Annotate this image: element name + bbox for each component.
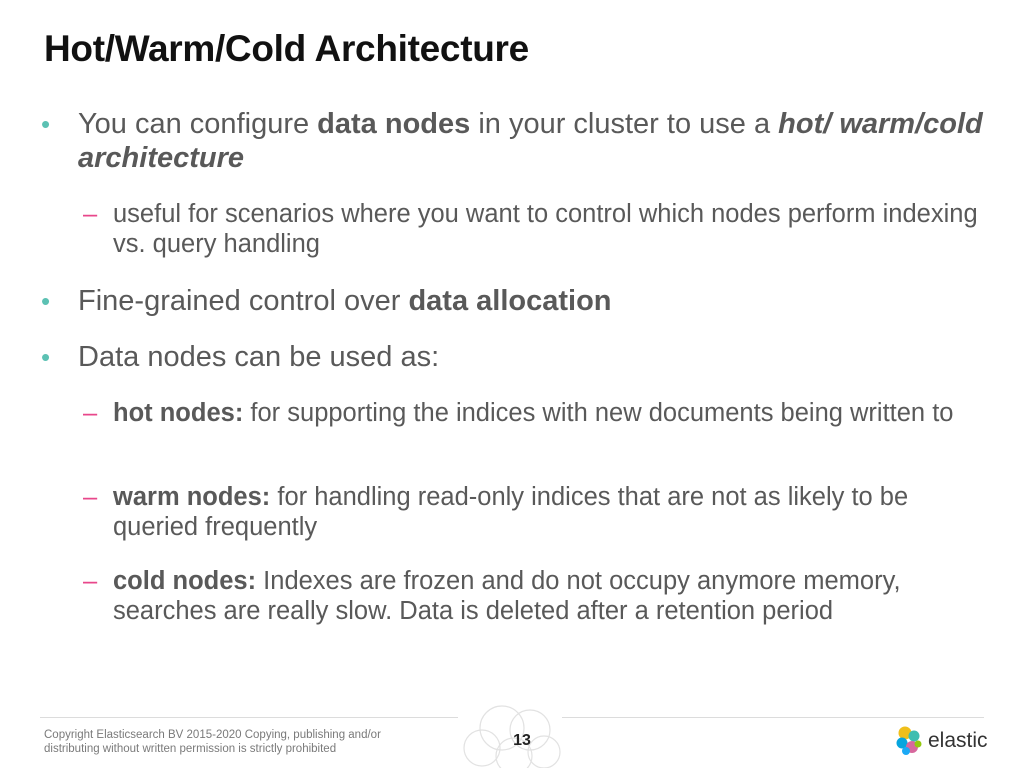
sub-bullet-text: warm nodes: for handling read-only indices that are not as likely to be queried frequently [113,483,909,541]
elastic-logo-text: elastic [928,729,988,752]
bullet-text: You can configure data nodes in your cluster to use a hot/ warm/cold architecture [78,108,983,174]
dash-icon: – [83,399,98,427]
elastic-logo-icon [893,724,925,756]
bullet-dot-icon: • [41,342,51,372]
sub-bullet-text: hot nodes: for supporting the indices with new documents being written to [113,399,954,427]
sub-bullet-text: cold nodes: Indexes are frozen and do not occupy anymore memory, searches are really slow. Data is deleted after a retention period [113,567,901,625]
sub-bullet-item [83,199,993,259]
copyright-notice: Copyright Elasticsearch BV 2015-2020 Copying, publishing and/or distributing without written permission is strictly prohibited [44,729,381,755]
sub-bullet-item [83,566,933,626]
bullet-item [41,340,988,374]
bullet-item [41,284,988,318]
footer-divider-right [562,717,984,718]
page-number: 13 [513,732,531,749]
bullet-text: Fine-grained control over data allocation [78,285,612,317]
bullet-dot-icon: • [41,286,51,316]
bullet-dot-icon: • [41,109,51,139]
sub-bullet-text: useful for scenarios where you want to control which nodes perform indexing vs. query handling [113,200,978,258]
sub-bullet-item [83,482,993,542]
bullet-item [41,107,988,175]
dash-icon: – [83,567,98,595]
sub-bullet-item [83,398,993,428]
dash-icon: – [83,200,98,228]
bullet-text: Data nodes can be used as: [78,341,440,373]
dash-icon: – [83,483,98,511]
slide-title: Hot/Warm/Cold Architecture [44,28,529,69]
footer-divider-left [40,717,458,718]
